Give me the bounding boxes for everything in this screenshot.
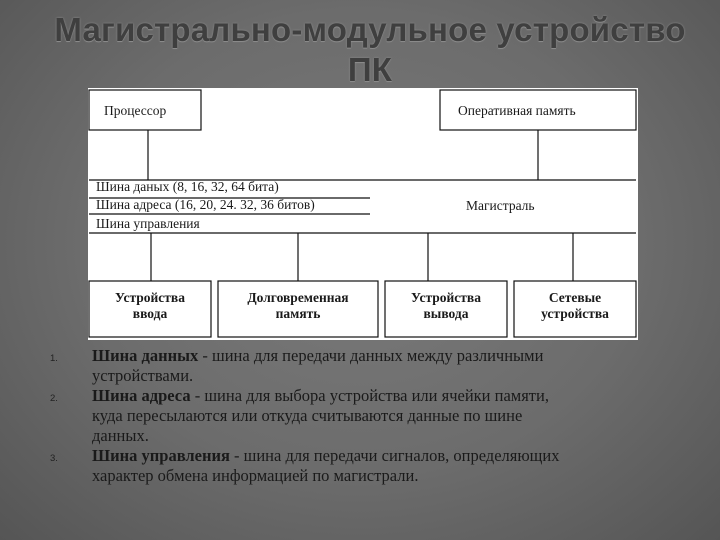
list-text-line-2: характер обмена информацией по магистрали.	[92, 466, 419, 485]
list-text-line-2: устройствами.	[92, 366, 194, 385]
output-devices-line-1: Устройства	[411, 290, 481, 305]
control-bus-label: Шина управления	[96, 216, 200, 231]
address-bus-label: Шина адреса (16, 20, 24. 32, 36 битов)	[96, 197, 315, 212]
bus-definitions-list	[44, 346, 684, 486]
long-term-memory-label	[218, 290, 378, 322]
list-item	[44, 346, 684, 386]
input-devices-line-1: Устройства	[115, 290, 185, 305]
long-term-memory-line-1: Долговременная	[247, 290, 349, 305]
list-text: - шина для выбора устройства или ячейки памяти,	[190, 386, 549, 405]
network-devices-label	[514, 290, 636, 322]
list-number: 1.	[50, 353, 58, 364]
input-devices-line-2: ввода	[132, 306, 168, 321]
list-term: Шина данных	[92, 346, 199, 365]
title-line-1: Магистрально-модульное устройство	[54, 11, 686, 48]
title-line-2: ПК	[347, 51, 393, 88]
list-text: - шина для передачи сигналов, определяющих	[229, 446, 560, 465]
list-term: Шина управления	[92, 446, 230, 465]
list-term: Шина адреса	[92, 386, 191, 405]
list-item	[44, 386, 684, 446]
long-term-memory-line-2: память	[275, 306, 321, 321]
page-title	[40, 10, 700, 90]
network-devices-line-2: устройства	[541, 306, 609, 321]
backbone-diagram	[88, 88, 638, 340]
network-devices-line-1: Сетевые	[548, 290, 602, 305]
list-text: - шина для передачи данных между различными	[198, 346, 544, 365]
output-devices-label	[385, 290, 507, 322]
processor-label: Процессор	[104, 103, 167, 118]
backbone-label: Магистраль	[466, 198, 535, 213]
list-text-line-3: данных.	[92, 426, 149, 445]
list-number: 2.	[50, 393, 58, 404]
ram-label: Оперативная память	[458, 103, 576, 118]
list-text-line-2: куда пересылаются или откуда считываются данные по шине	[92, 406, 523, 425]
input-devices-label	[89, 290, 211, 322]
list-item	[44, 446, 684, 486]
data-bus-label: Шина даных (8, 16, 32, 64 бита)	[96, 179, 279, 194]
output-devices-line-2: вывода	[423, 306, 469, 321]
list-number: 3.	[50, 453, 58, 464]
